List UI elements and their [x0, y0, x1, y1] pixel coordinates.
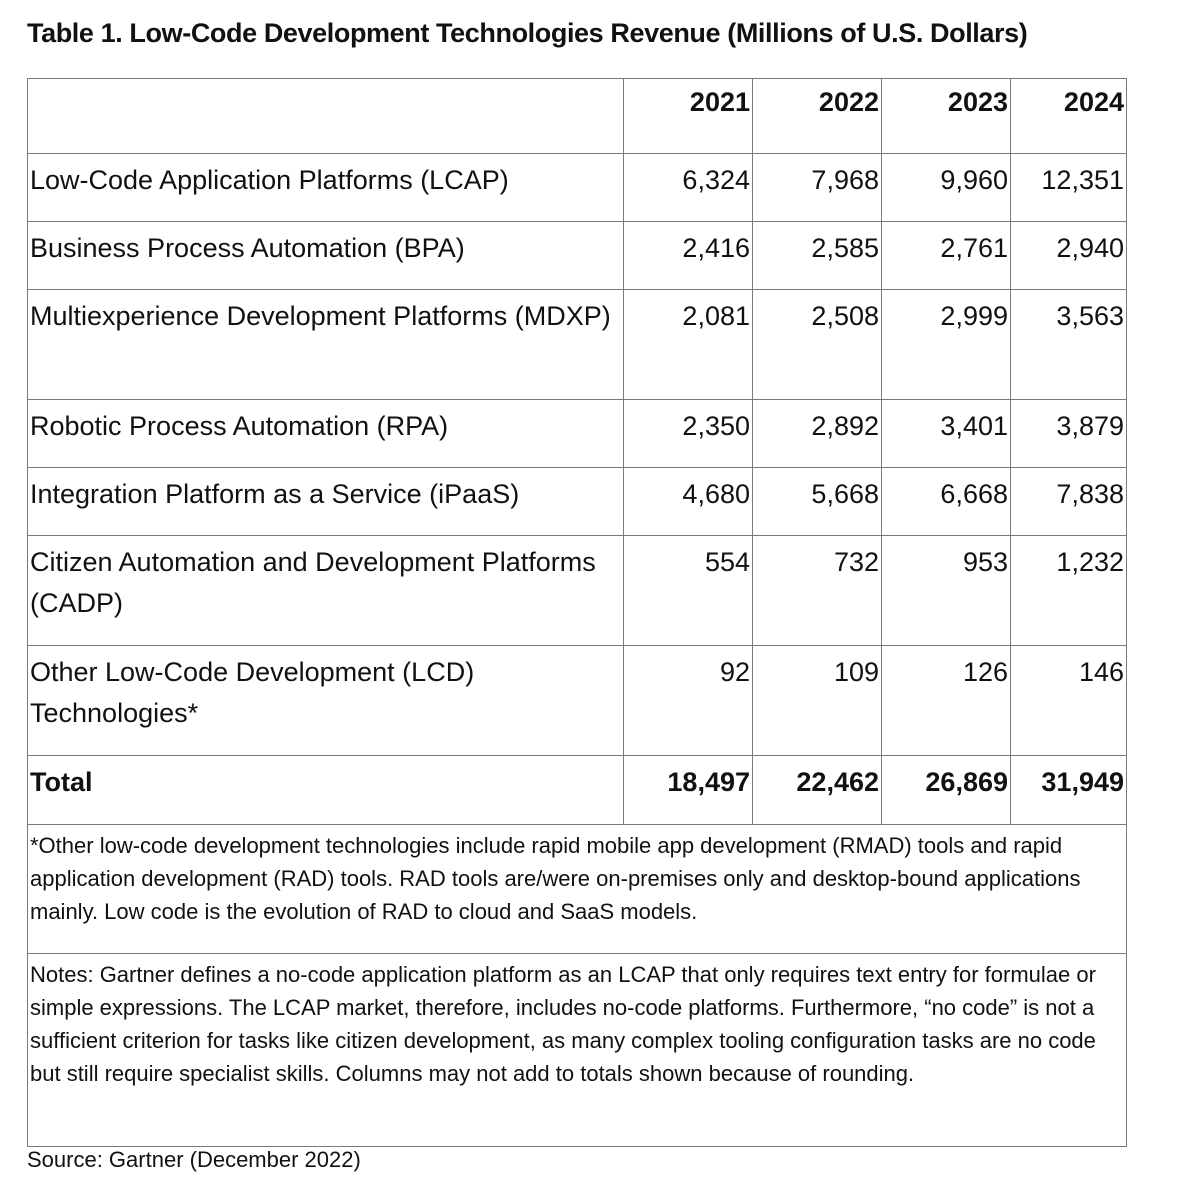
table-title: Table 1. Low-Code Development Technologies Revenue (Millions of U.S. Dollars) — [27, 18, 1028, 48]
total-value-cell: 26,869 — [882, 756, 1011, 825]
value-cell: 6,324 — [624, 154, 753, 222]
value-cell: 2,940 — [1011, 222, 1127, 290]
year-header: 2022 — [753, 79, 882, 154]
year-header: 2021 — [624, 79, 753, 154]
value-cell: 953 — [882, 536, 1011, 646]
value-cell: 109 — [753, 646, 882, 756]
value-cell: 7,838 — [1011, 468, 1127, 536]
value-cell: 92 — [624, 646, 753, 756]
row-label: Other Low-Code Development (LCD) Technologies* — [28, 646, 624, 756]
row-label: Business Process Automation (BPA) — [28, 222, 624, 290]
value-cell: 732 — [753, 536, 882, 646]
year-header: 2024 — [1011, 79, 1127, 154]
table-row — [28, 468, 1127, 536]
value-cell: 2,508 — [753, 290, 882, 400]
row-label: Multiexperience Development Platforms (MDXP) — [28, 290, 624, 400]
table-row — [28, 222, 1127, 290]
total-value-cell: 31,949 — [1011, 756, 1127, 825]
footnote-row — [28, 825, 1127, 954]
value-cell: 1,232 — [1011, 536, 1127, 646]
row-label: Low-Code Application Platforms (LCAP) — [28, 154, 624, 222]
total-label: Total — [28, 756, 624, 825]
value-cell: 7,968 — [753, 154, 882, 222]
value-cell: 2,081 — [624, 290, 753, 400]
revenue-table — [27, 78, 1127, 1147]
value-cell: 2,761 — [882, 222, 1011, 290]
notes-row — [28, 954, 1127, 1147]
header-row — [28, 79, 1127, 154]
total-row — [28, 756, 1127, 825]
value-cell: 554 — [624, 536, 753, 646]
value-cell: 3,563 — [1011, 290, 1127, 400]
value-cell: 12,351 — [1011, 154, 1127, 222]
value-cell: 5,668 — [753, 468, 882, 536]
table-row — [28, 154, 1127, 222]
value-cell: 3,401 — [882, 400, 1011, 468]
table-row — [28, 536, 1127, 646]
header-blank-cell — [28, 79, 624, 154]
table-row — [28, 646, 1127, 756]
row-label: Citizen Automation and Development Platforms (CADP) — [28, 536, 624, 646]
value-cell: 126 — [882, 646, 1011, 756]
notes-text: Notes: Gartner defines a no-code application platform as an LCAP that only requires text entry for formulae or simple expressions. The LCAP market, therefore, includes no-code platforms. Furthermore, “no code” is not a sufficient criterion for tasks like citizen development, as many complex tooling configuration tasks are no code but still require specialist skills. Columns may not add to totals shown because of rounding. — [28, 954, 1127, 1147]
year-header: 2023 — [882, 79, 1011, 154]
value-cell: 2,585 — [753, 222, 882, 290]
row-label: Integration Platform as a Service (iPaaS) — [28, 468, 624, 536]
total-value-cell: 18,497 — [624, 756, 753, 825]
value-cell: 3,879 — [1011, 400, 1127, 468]
footnote-text: *Other low-code development technologies include rapid mobile app development (RMAD) tools and rapid application development (RAD) tools. RAD tools are/were on-premises only and desktop-bound applications mainly. Low code is the evolution of RAD to cloud and SaaS models. — [28, 825, 1127, 954]
value-cell: 9,960 — [882, 154, 1011, 222]
table-row — [28, 290, 1127, 400]
value-cell: 4,680 — [624, 468, 753, 536]
value-cell: 2,416 — [624, 222, 753, 290]
value-cell: 146 — [1011, 646, 1127, 756]
value-cell: 2,892 — [753, 400, 882, 468]
value-cell: 2,350 — [624, 400, 753, 468]
source-text: Source: Gartner (December 2022) — [27, 1147, 361, 1172]
value-cell: 2,999 — [882, 290, 1011, 400]
value-cell: 6,668 — [882, 468, 1011, 536]
row-label: Robotic Process Automation (RPA) — [28, 400, 624, 468]
table-row — [28, 400, 1127, 468]
total-value-cell: 22,462 — [753, 756, 882, 825]
